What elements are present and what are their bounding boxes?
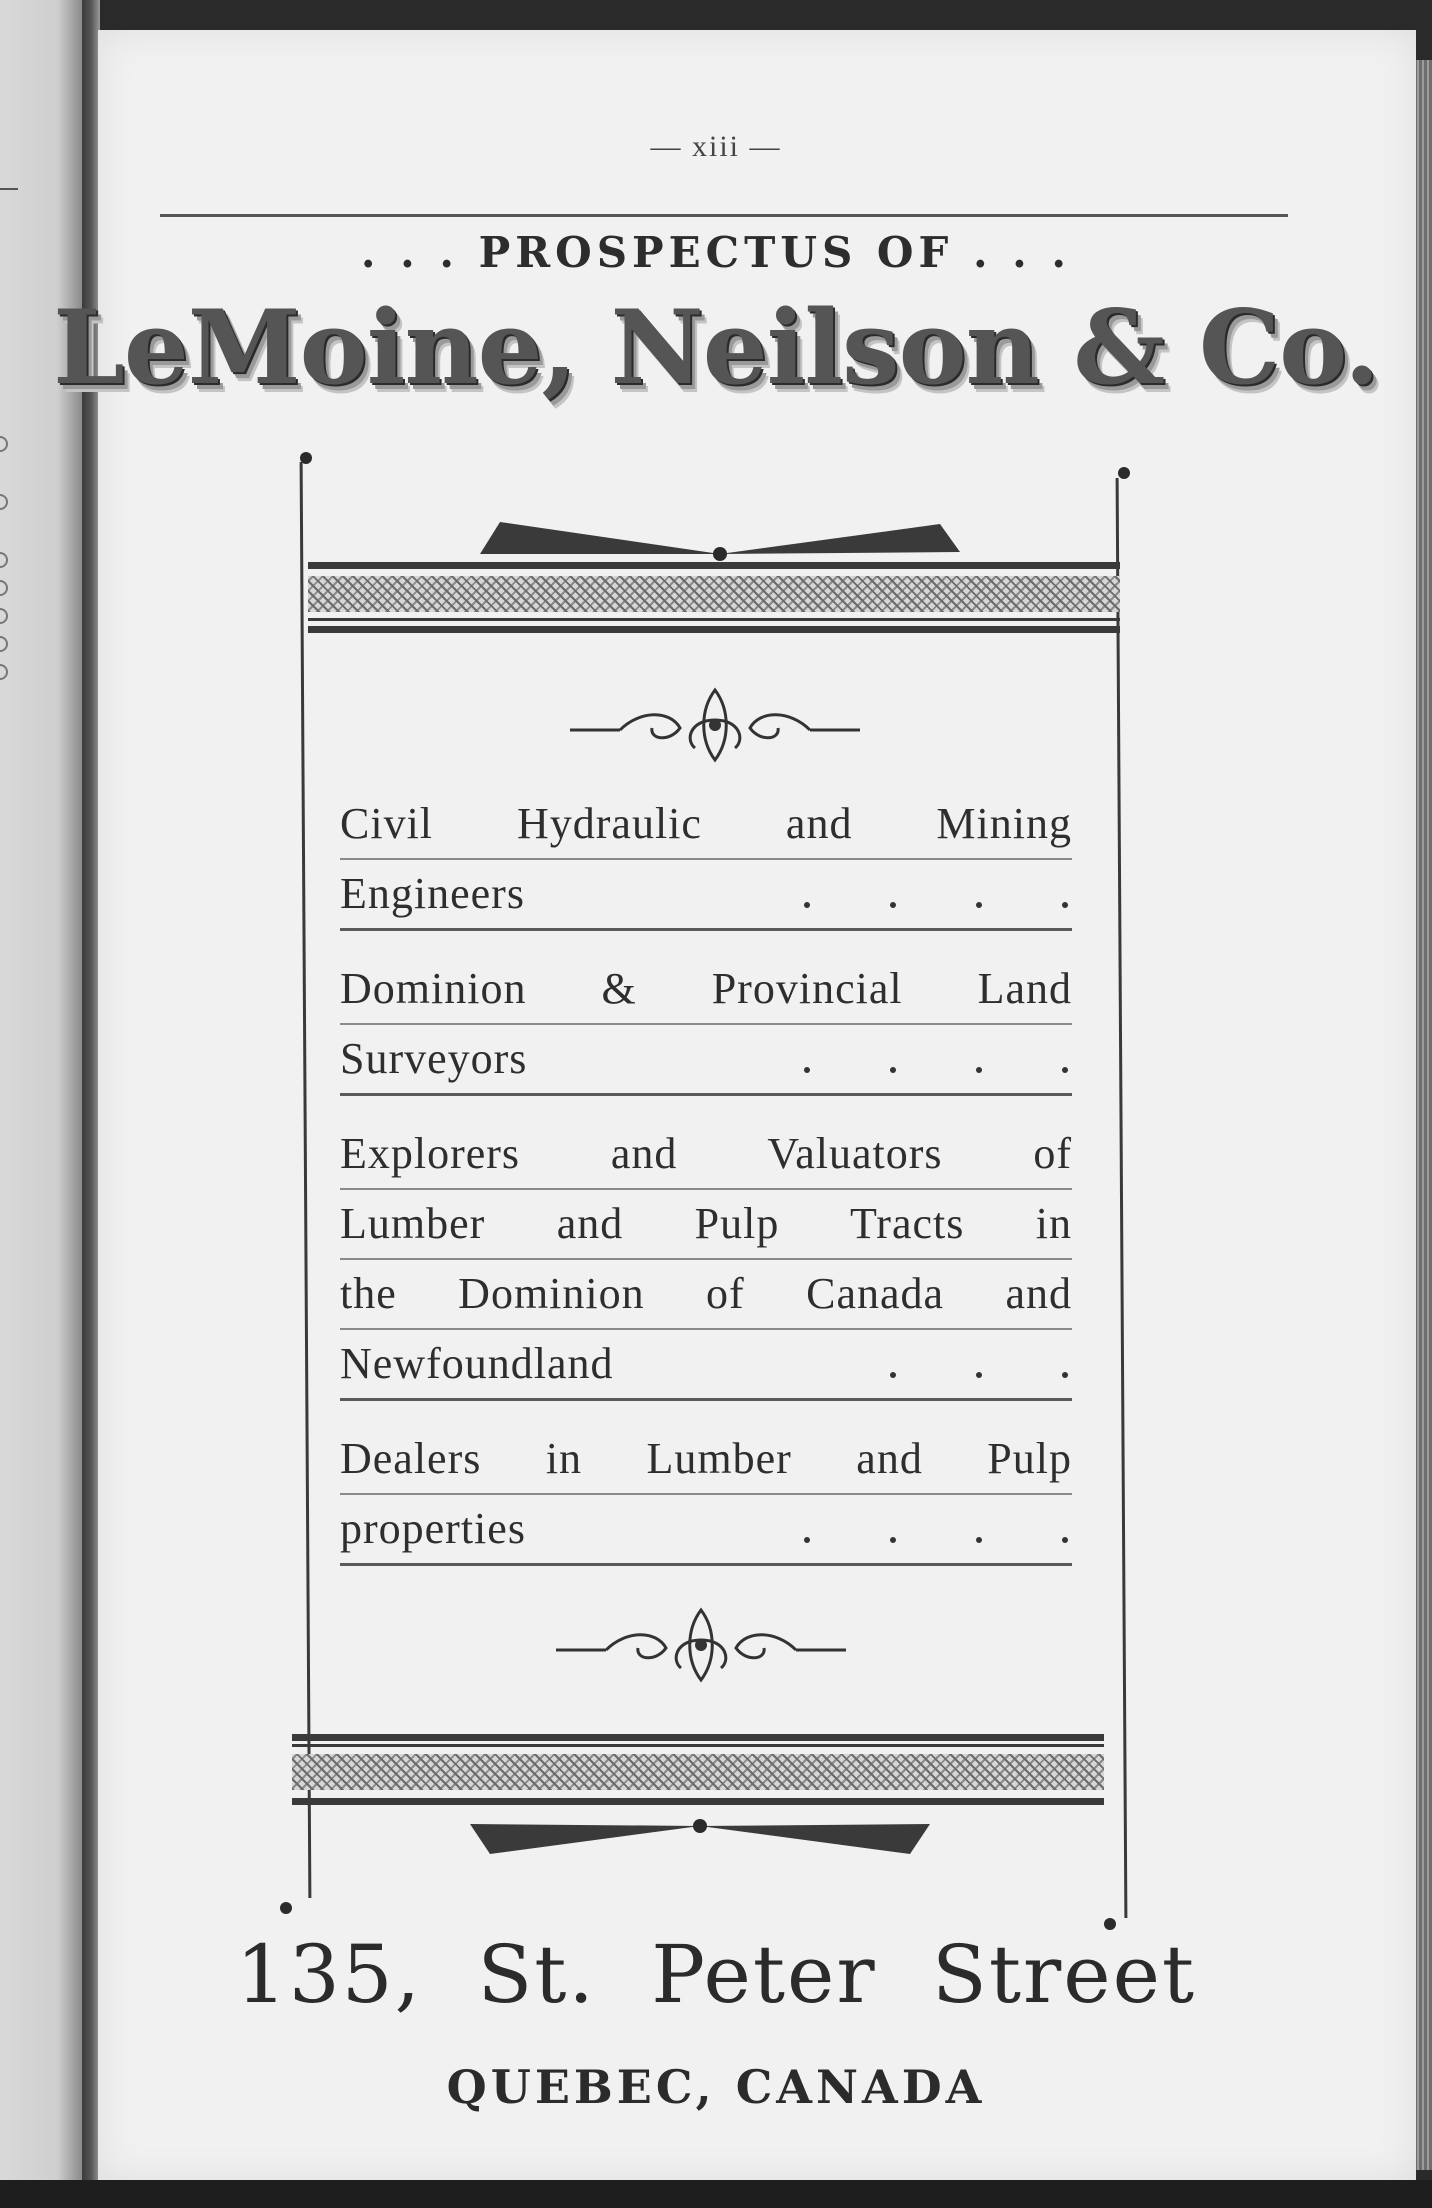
- service-line: properties: [340, 1495, 1072, 1566]
- services-list: [340, 790, 1072, 1590]
- page-number: — xiii —: [650, 130, 782, 163]
- bottom-flourish-ornament: [546, 1600, 856, 1690]
- service-line: Engineers: [340, 860, 1072, 931]
- adjacent-page-mark: [0, 436, 8, 452]
- service-line: Lumber and Pulp Tracts in: [340, 1190, 1072, 1260]
- frame-dot: [1118, 467, 1130, 479]
- company-name: LeMoine, Neilson & Co.: [53, 288, 1379, 408]
- adjacent-page-mark: [0, 664, 8, 680]
- service-line: Surveyors: [340, 1025, 1072, 1096]
- service-line: Dealers in Lumber and Pulp: [340, 1425, 1072, 1495]
- top-decorative-band: [308, 562, 1120, 642]
- street-address: 135, St. Peter Street: [235, 1928, 1197, 2021]
- header-rule: [160, 214, 1288, 217]
- bottom-bracket-ornament: [450, 1814, 950, 1864]
- service-line: Civil Hydraulic and Mining: [340, 790, 1072, 860]
- prospectus-heading: . . . PROSPECTUS OF . . .: [360, 228, 1072, 277]
- leader-dots: [890, 1342, 1072, 1378]
- scan-background: [0, 2180, 1432, 2208]
- adjacent-page-mark: [0, 608, 8, 624]
- adjacent-page-mark: [0, 636, 8, 652]
- service-line: Dominion & Provincial Land: [340, 955, 1072, 1025]
- top-flourish-ornament: [560, 680, 870, 770]
- bottom-decorative-band: [292, 1734, 1104, 1814]
- adjacent-page-mark: [0, 580, 8, 596]
- leader-dots: [804, 1507, 1072, 1543]
- adjacent-page-mark: [0, 552, 8, 568]
- leader-dots: [804, 872, 1072, 908]
- frame-dot: [280, 1902, 292, 1914]
- service-line: Explorers and Valuators of: [340, 1120, 1072, 1190]
- city-country: QUEBEC, CANADA: [446, 2060, 986, 2114]
- adjacent-page-mark: [0, 494, 8, 510]
- service-line: the Dominion of Canada and: [340, 1260, 1072, 1330]
- adjacent-page-rule: [0, 188, 18, 190]
- top-bracket-ornament: [470, 514, 970, 564]
- leader-dots: [804, 1037, 1072, 1073]
- service-line: Newfoundland: [340, 1330, 1072, 1401]
